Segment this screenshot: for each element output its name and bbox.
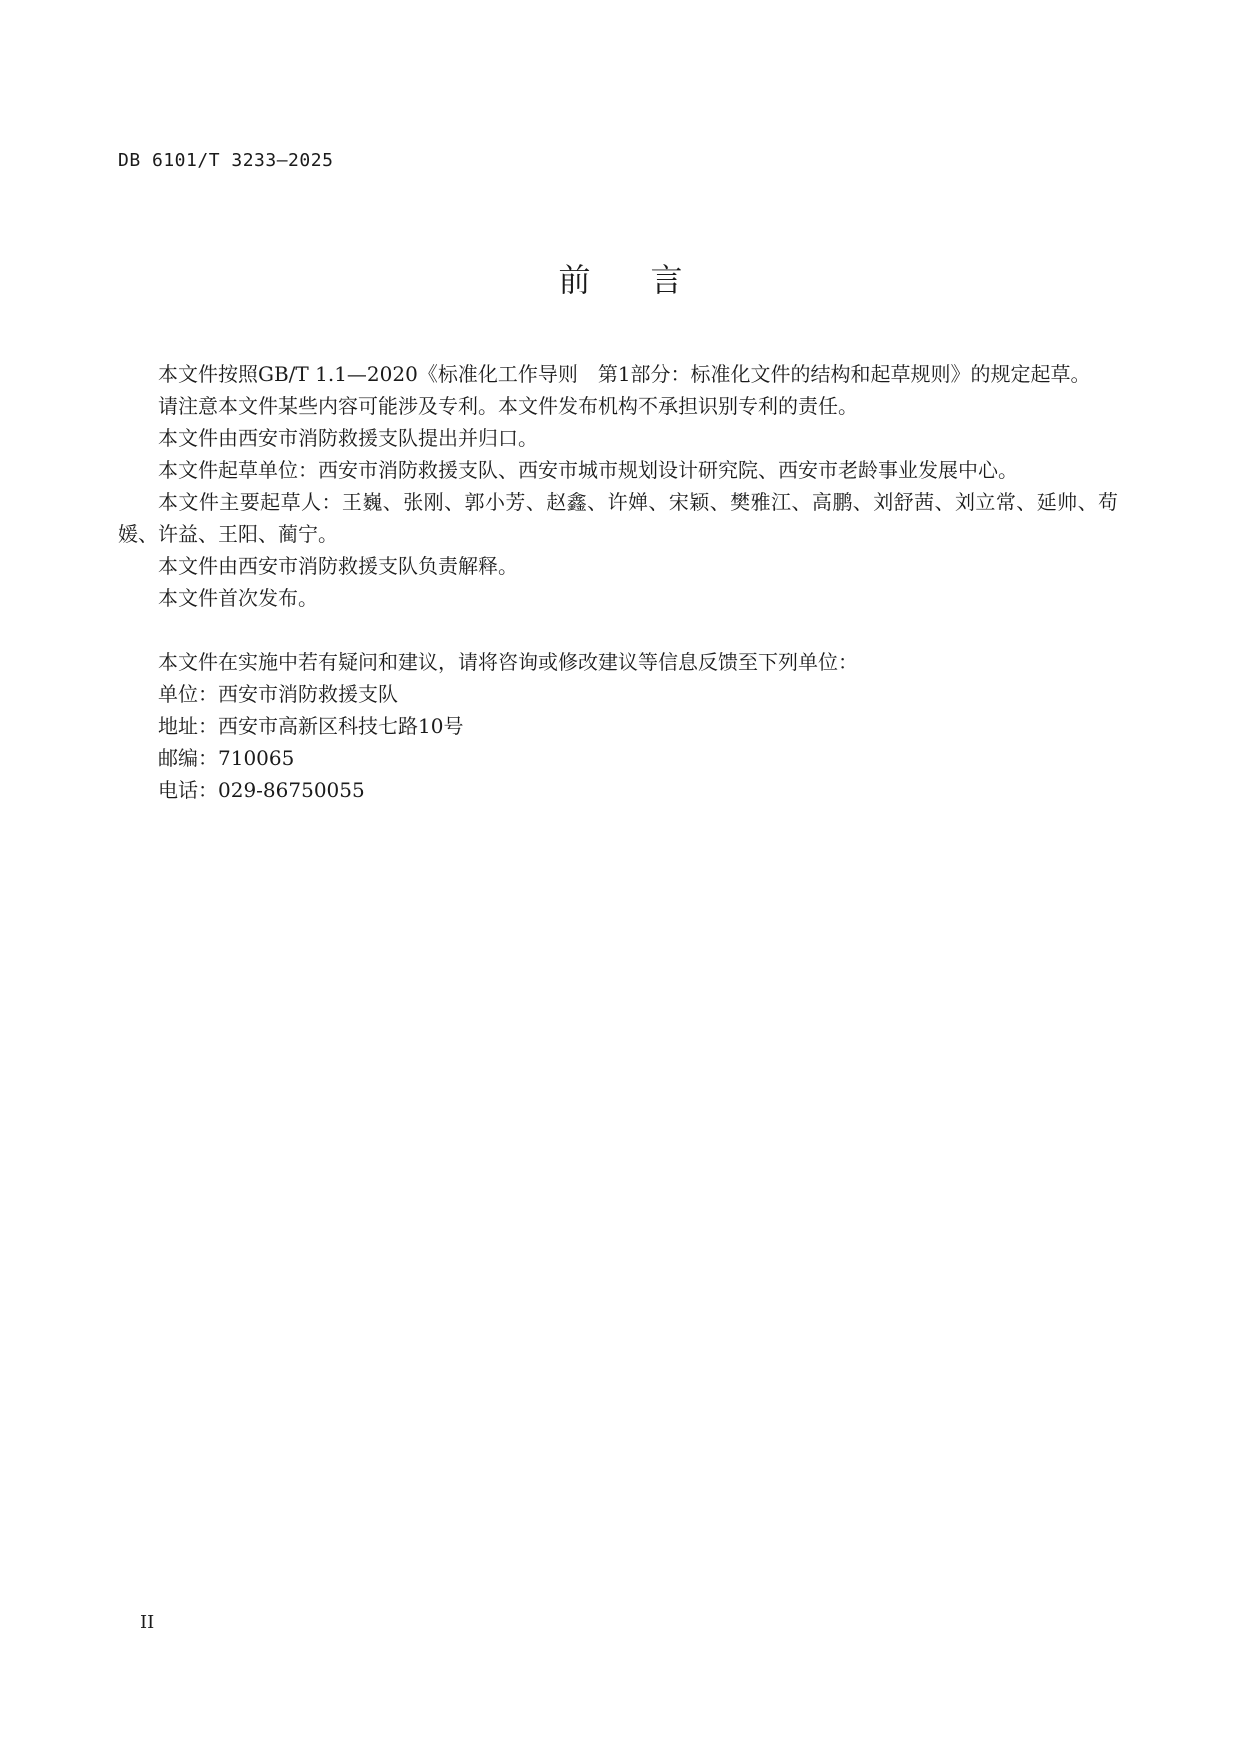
paragraph-drafting-basis: 本文件按照GB/T 1.1—2020《标准化工作导则 第1部分：标准化文件的结构和起草规则》的规定起草。 — [158, 362, 1091, 386]
section-spacer — [118, 614, 1118, 646]
paragraph-patent-notice: 请注意本文件某些内容可能涉及专利。本文件发布机构不承担识别专利的责任。 — [158, 394, 858, 418]
contact-unit: 单位：西安市消防救援支队 — [158, 682, 398, 706]
preface-body — [118, 358, 1118, 806]
contact-address: 地址：西安市高新区科技七路10号 — [158, 714, 464, 738]
paragraph-first-release: 本文件首次发布。 — [158, 586, 318, 610]
contact-intro: 本文件在实施中若有疑问和建议，请将咨询或修改建议等信息反馈至下列单位： — [158, 650, 858, 674]
page-title: 前言 — [558, 261, 743, 299]
contact-phone: 电话：029-86750055 — [158, 778, 365, 802]
paragraph-drafting-units: 本文件起草单位：西安市消防救援支队、西安市城市规划设计研究院、西安市老龄事业发展中心。 — [158, 458, 1018, 482]
paragraph-proposer: 本文件由西安市消防救援支队提出并归口。 — [158, 426, 538, 450]
page-number: II — [140, 1612, 155, 1633]
contact-postcode: 邮编：710065 — [158, 746, 295, 770]
paragraph-drafters: 本文件主要起草人：王巍、张刚、郭小芳、赵鑫、许婵、宋颖、樊雅江、高鹏、刘舒茜、刘立常、延帅、苟媛、许益、王阳、蔺宁。 — [118, 490, 1118, 546]
paragraph-interpretation: 本文件由西安市消防救援支队负责解释。 — [158, 554, 518, 578]
document-code: DB 6101/T 3233—2025 — [118, 150, 334, 171]
